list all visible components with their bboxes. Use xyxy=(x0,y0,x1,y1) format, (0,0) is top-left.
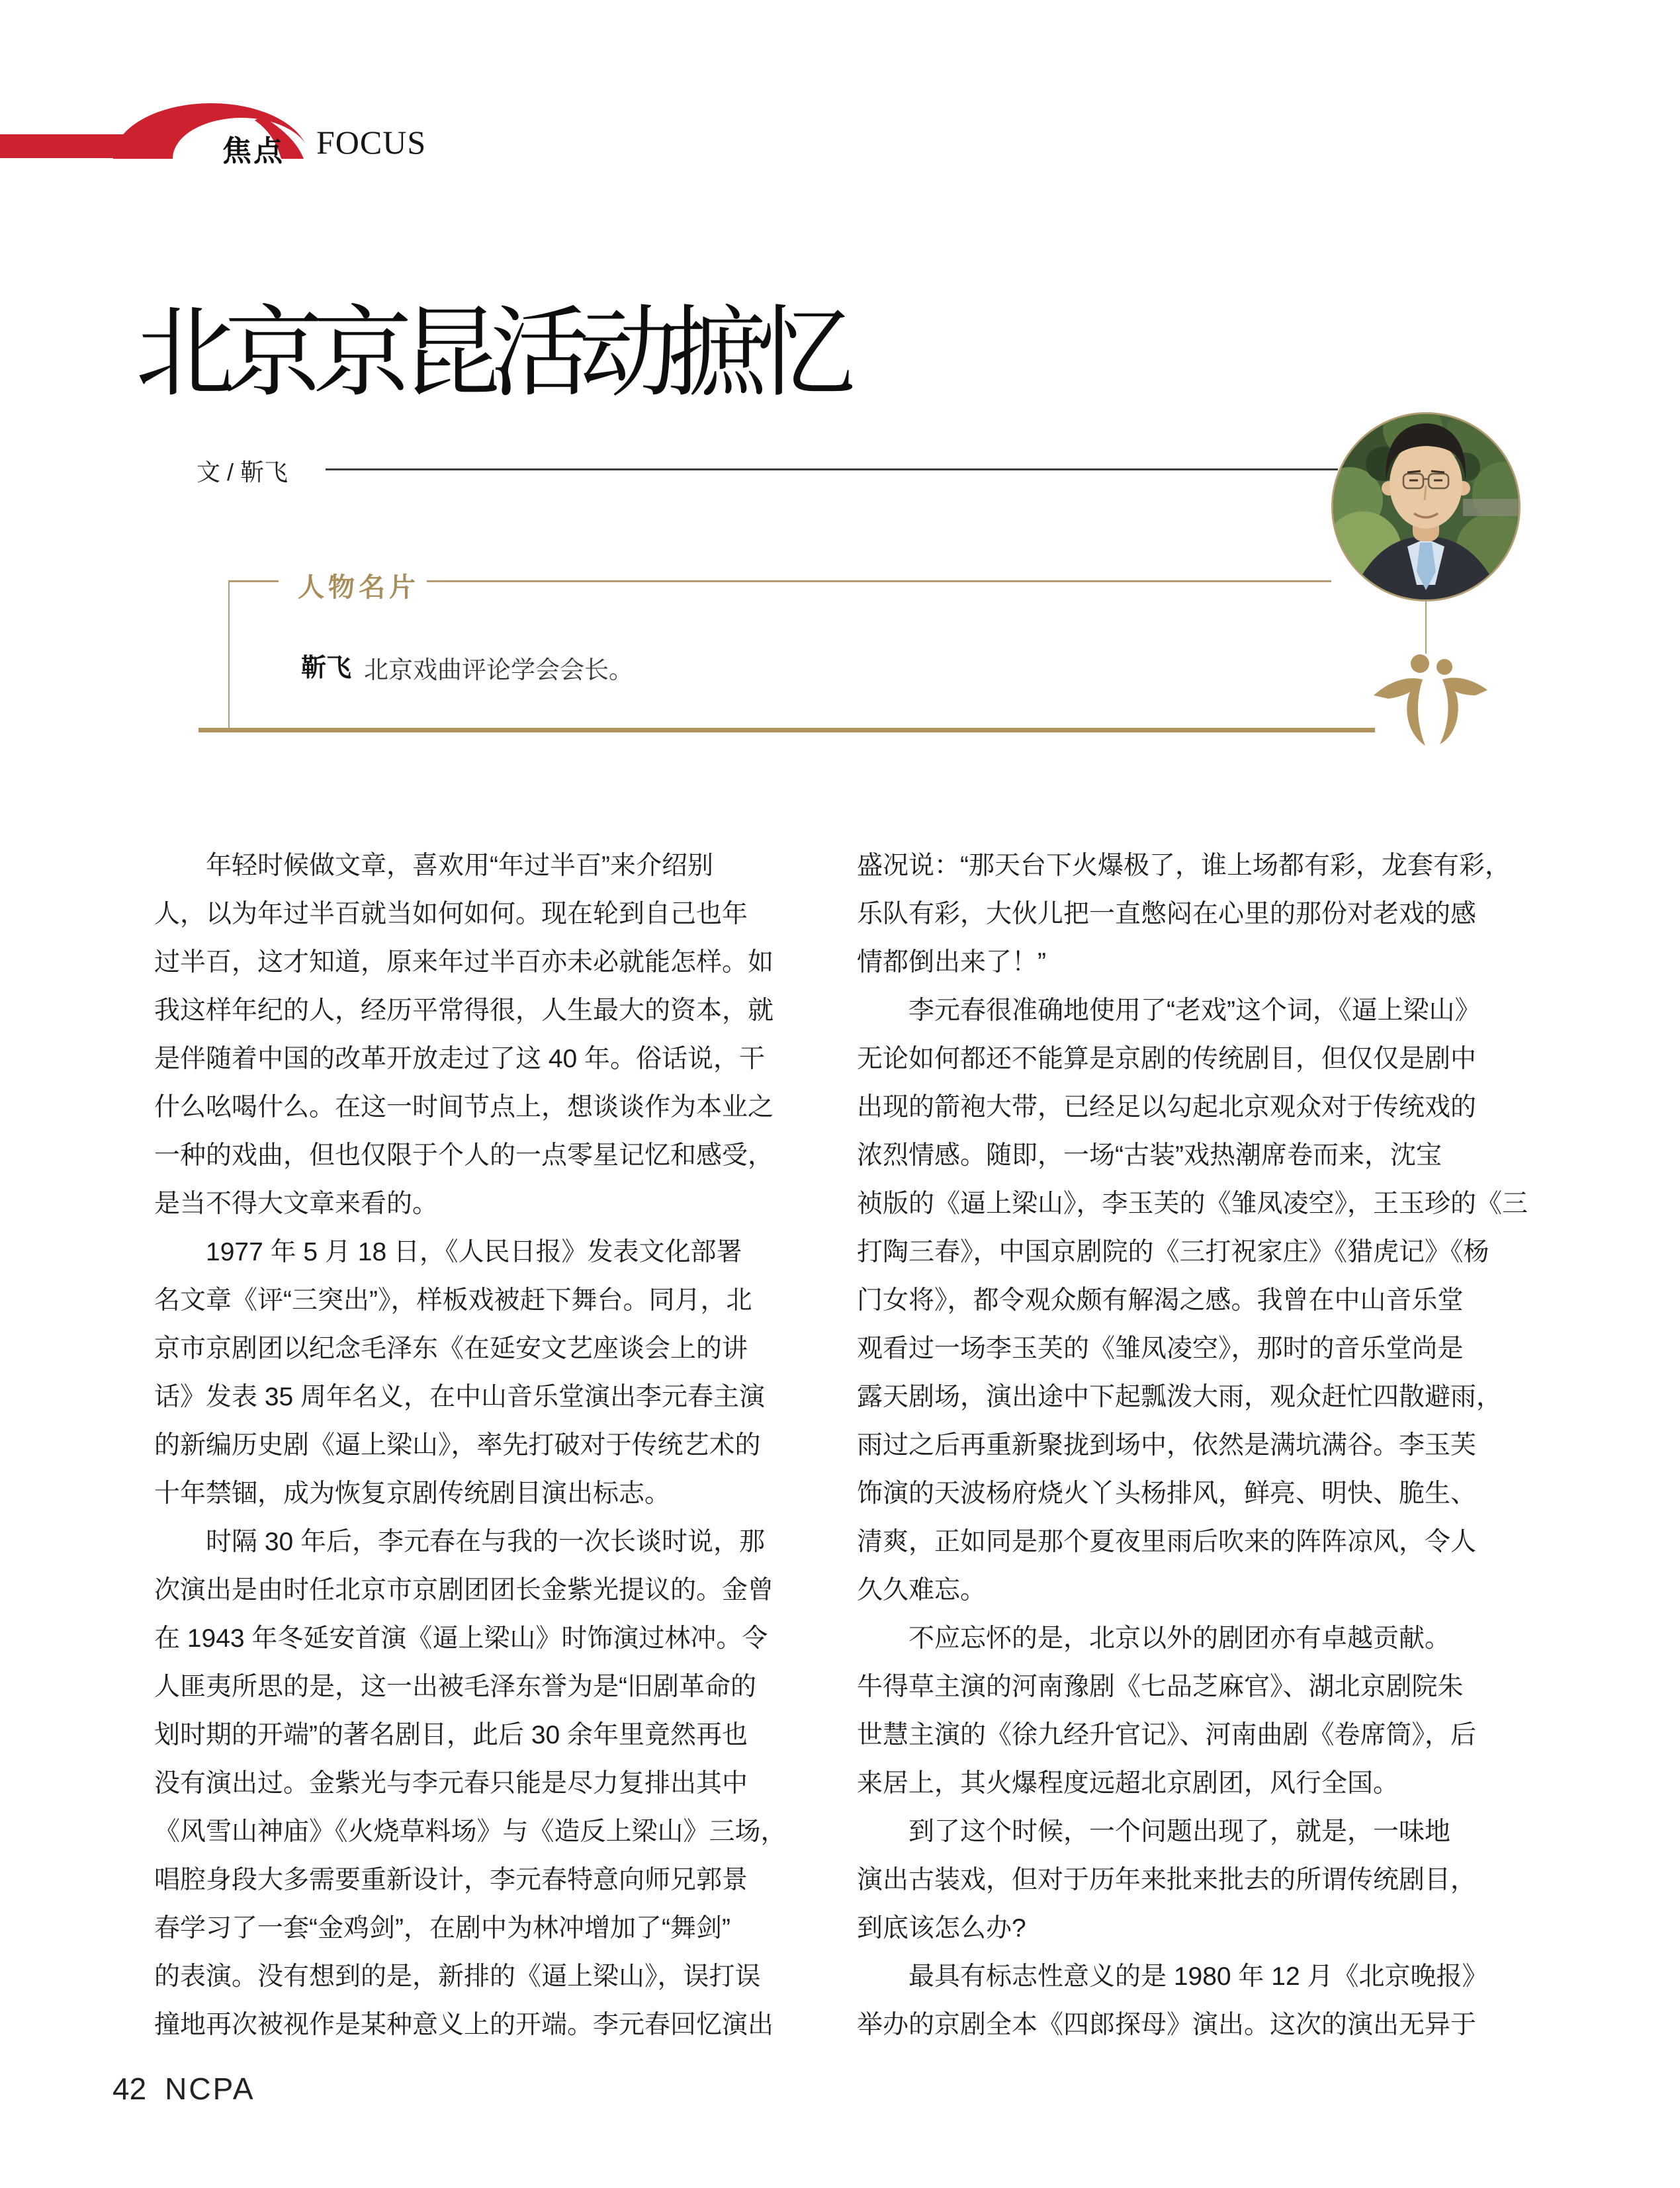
text-line: 无论如何都还不能算是京剧的传统剧目，但仅仅是剧中 xyxy=(857,1045,1477,1073)
text-line: 到了这个时候，一个问题出现了，就是，一味地 xyxy=(857,1817,1451,1846)
profile-card-bottom-rule xyxy=(199,728,1375,732)
text-line: 的表演。没有想到的是，新排的《逼上梁山》，误打误 xyxy=(154,1962,761,1991)
text-line: 十年禁锢，成为恢复京剧传统剧目演出标志。 xyxy=(154,1479,671,1508)
byline: 文 / 靳飞 xyxy=(197,459,288,486)
text-line: 世慧主演的《徐九经升官记》、河南曲剧《卷席筒》，后 xyxy=(857,1721,1477,1749)
text-line: 我这样年纪的人，经历平常得很，人生最大的资本，就 xyxy=(154,996,774,1025)
text-line: 的新编历史剧《逼上梁山》，率先打破对于传统艺术的 xyxy=(154,1431,761,1460)
text-line: 一种的戏曲，但也仅限于个人的一点零星记忆和感受， xyxy=(154,1141,774,1170)
text-line: 露天剧场，演出途中下起瓢泼大雨，观众赶忙四散避雨， xyxy=(857,1383,1503,1411)
text-line: 《风雪山神庙》《火烧草料场》与《造反上梁山》三场， xyxy=(154,1817,787,1846)
text-line: 时隔 30 年后，李元春在与我的一次长谈时说，那 xyxy=(154,1528,766,1556)
text-line: 什么吆喝什么。在这一时间节点上，想谈谈作为本业之 xyxy=(154,1093,774,1121)
body-column-left xyxy=(154,842,809,2049)
text-line: 1977 年 5 月 18 日，《人民日报》发表文化部署 xyxy=(154,1238,742,1266)
text-line: 盛况说：“那天台下火爆极了，谁上场都有彩，龙套有彩， xyxy=(857,852,1511,880)
text-line: 人匪夷所思的是，这一出被毛泽东誉为是“旧剧革命的 xyxy=(154,1673,756,1701)
text-line: 久久难忘。 xyxy=(857,1576,987,1604)
text-line: 清爽，正如同是那个夏夜里雨后吹来的阵阵凉风，令人 xyxy=(857,1528,1477,1556)
text-line: 划时期的开端”的著名剧目，此后 30 余年里竟然再也 xyxy=(154,1721,748,1749)
text-line: 演出古装戏，但对于历年来批来批去的所谓传统剧目， xyxy=(857,1866,1477,1894)
section-label-cn: 焦点 xyxy=(222,135,285,167)
text-line: 不应忘怀的是，北京以外的剧团亦有卓越贡献。 xyxy=(857,1624,1451,1653)
text-line: 饰演的天波杨府烧火丫头杨排风，鲜亮、明快、脆生、 xyxy=(857,1479,1477,1508)
text-line: 撞地再次被视作是某种意义上的开端。李元春回忆演出 xyxy=(154,2011,774,2039)
profile-description: 北京戏曲评论学会会长。 xyxy=(364,656,633,683)
text-line: 祯版的《逼上梁山》，李玉芙的《雏凤凌空》，王玉珍的《三 xyxy=(857,1190,1528,1218)
text-line: 观看过一场李玉芙的《雏凤凌空》，那时的音乐堂尚是 xyxy=(857,1335,1464,1363)
text-line: 最具有标志性意义的是 1980 年 12 月《北京晚报》 xyxy=(857,1962,1488,1991)
page-title: 北京京昆活动摭忆 xyxy=(136,299,846,409)
profile-card-label: 人物名片 xyxy=(298,572,420,602)
byline-rule xyxy=(326,468,1338,470)
text-line: 举办的京剧全本《四郎探母》演出。这次的演出无异于 xyxy=(857,2011,1477,2039)
text-line: 乐队有彩，大伙儿把一直憋闷在心里的那份对老戏的感 xyxy=(857,900,1477,928)
text-line: 过半百，这才知道，原来年过半百亦未必就能怎样。如 xyxy=(154,948,774,977)
footer-brand: NCPA xyxy=(165,2072,255,2106)
text-line: 话》发表 35 周年名义，在中山音乐堂演出李元春主演 xyxy=(154,1383,766,1411)
text-line: 浓烈情感。随即，一场“古装”戏热潮席卷而来，沈宝 xyxy=(857,1141,1442,1170)
profile-name: 靳飞 xyxy=(301,654,352,682)
dancing-figures-logo-icon xyxy=(1371,652,1490,751)
photo-connector-line xyxy=(1425,601,1427,654)
text-line: 京市京剧团以纪念毛泽东《在延安文艺座谈会上的讲 xyxy=(154,1335,748,1363)
page-footer xyxy=(112,2071,255,2107)
text-line: 唱腔身段大多需要重新设计，李元春特意向师兄郭景 xyxy=(154,1866,748,1894)
text-line: 到底该怎么办? xyxy=(857,1914,1026,1943)
text-line: 是当不得大文章来看的。 xyxy=(154,1190,439,1218)
text-line: 门女将》，都令观众颇有解渴之感。我曾在中山音乐堂 xyxy=(857,1286,1464,1315)
text-line: 在 1943 年冬延安首演《逼上梁山》时饰演过林冲。令 xyxy=(154,1624,768,1653)
author-portrait-image xyxy=(1333,414,1519,599)
text-line: 雨过之后再重新聚拢到场中，依然是满坑满谷。李玉芙 xyxy=(857,1431,1477,1460)
text-line: 是伴随着中国的改革开放走过了这 40 年。俗话说，干 xyxy=(154,1045,766,1073)
text-line: 来居上，其火爆程度远超北京剧团，风行全国。 xyxy=(857,1769,1399,1798)
profile-card-top-right-rule xyxy=(427,580,1331,582)
text-line: 情都倒出来了！” xyxy=(857,948,1046,977)
profile-card-left-rule xyxy=(228,580,230,730)
text-line: 打陶三春》，中国京剧院的《三打祝家庄》《猎虎记》《杨 xyxy=(857,1238,1489,1266)
text-line: 没有演出过。金紫光与李元春只能是尽力复排出其中 xyxy=(154,1769,748,1798)
text-line: 次演出是由时任北京市京剧团团长金紫光提议的。金曾 xyxy=(154,1576,774,1604)
text-line: 年轻时候做文章，喜欢用“年过半百”来介绍别 xyxy=(154,852,713,880)
text-line: 人，以为年过半百就当如何如何。现在轮到自己也年 xyxy=(154,900,748,928)
text-line: 春学习了一套“金鸡剑”，在剧中为林冲增加了“舞剑” xyxy=(154,1914,730,1943)
text-line: 名文章《评“三突出”》，样板戏被赶下舞台。同月，北 xyxy=(154,1286,752,1315)
profile-card-top-left-rule xyxy=(228,580,279,582)
page-number: 42 xyxy=(112,2072,147,2106)
author-photo xyxy=(1331,412,1521,601)
text-line: 牛得草主演的河南豫剧《七品芝麻官》、湖北京剧院朱 xyxy=(857,1673,1464,1701)
text-line: 李元春很准确地使用了“老戏”这个词，《逼上梁山》 xyxy=(857,996,1481,1025)
body-column-right xyxy=(857,842,1528,2049)
text-line: 出现的箭袍大带，已经足以勾起北京观众对于传统戏的 xyxy=(857,1093,1477,1121)
section-label-en: FOCUS xyxy=(316,124,427,161)
